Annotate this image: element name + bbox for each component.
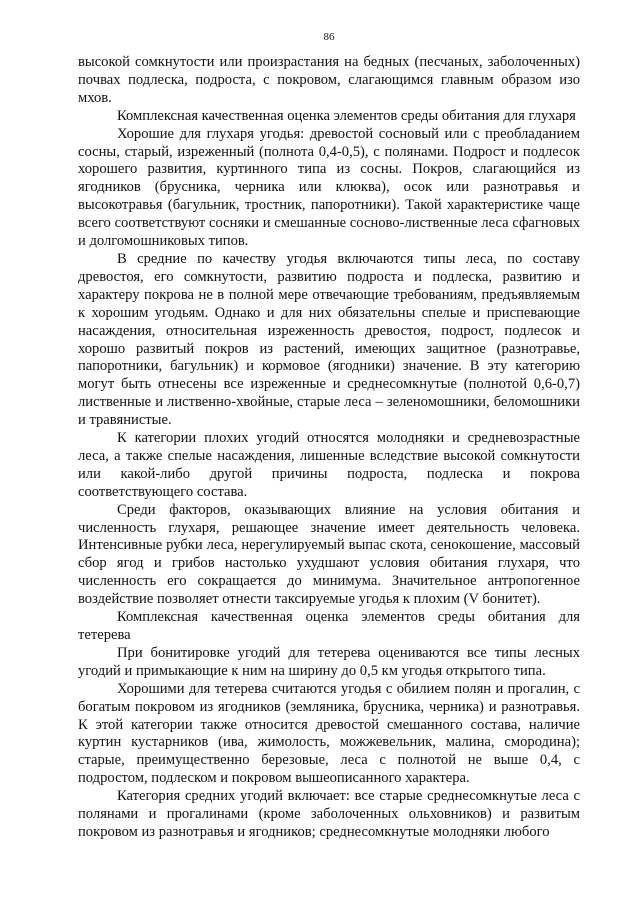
paragraph-good-habitat-black-grouse: Хорошими для тетерева считаются угодья с обилием полян и прогалин, с богатым покровом из ягодников (земляника, брусника, черника) и разнотравья. К этой категории также относится древостой смешанного состава, наличие куртин кустарников (ива, жимолость, можжевельник, малина, смородина); старые, преимущественно березовые, леса с полнотой не выше 0,4, с подростом, подлеском и покровом вышеописанного характера. (78, 680, 580, 787)
paragraph-poor-habitat-capercaillie: К категории плохих угодий относятся молодняки и средневозрастные леса, а также спелые насаждения, лишенные вследствие высокой сомкнутости или какой-либо другой причины подроста, подлеска и покрова соответствующего состава. (78, 430, 580, 500)
section-heading-black-grouse: Комплексная качественная оценка элементов среды обитания для тетерева (78, 609, 580, 643)
paragraph-good-habitat-capercaillie: Хорошие для глухаря угодья: древостой сосновый или с преобладанием сосны, старый, изреженный (полнота 0,4-0,5), с полянами. Подрост и подлесок хорошего развития, куртинного типа из сосны. Покров, слагающийся из ягодников (брусника, черника или клюква), осок или разнотравья и высокотравья (багульник, тростник, папоротники). Такой характеристике чаще всего соответствуют сосняки и смешанные сосново-лиственные леса сфагновых и долгомошниковых типов. (78, 125, 580, 250)
paragraph-medium-habitat-capercaillie: В средние по качеству угодья включаются типы леса, по составу древостоя, его сомкнутости, развитию подроста и подлеска, развитию и характеру покрова не в полной мере отвечающие требованиям, предъявляемым к хорошим угодьям. Однако и для них обязательны спелые и приспевающие насаждения, относительная изреженность древостоя, подрост, подлесок и хорошо развитый покров из растений, имеющих защитное (разнотравье, папоротники, багульник) и кормовое (ягодники) значение. В эту категорию могут быть отнесены все изреженные и среднесомкнутые (полнотой 0,6-0,7) лиственные и лиственно-хвойные, старые леса – зеленомошники, беломошники и травянистые. (78, 250, 580, 429)
paragraph-medium-habitat-black-grouse: Категория средних угодий включает: все старые среднесомкнутые леса с полянами и прогалинами (кроме заболоченных ольховников) и развитым покровом из разнотравья и ягодников; среднесомкнутые молодняки любого (78, 788, 580, 840)
paragraph-continuation: высокой сомкнутости или произрастания на бедных (песчаных, заболоченных) почвах подлеска, подроста, с покровом, слагающимся главным образом изо мхов. (78, 54, 580, 106)
section-heading-capercaillie: Комплексная качественная оценка элементов среды обитания для глухаря (117, 107, 576, 124)
paragraph-human-factors: Среди факторов, оказывающих влияние на условия обитания и численность глухаря, решающее значение имеет деятельность человека. Интенсивные рубки леса, нерегулируемый выпас скота, сенокошение, массовый сбор ягод и грибов настолько ухудшают условия обитания глухаря, что численность его сокращается до минимума. Значительное антропогенное воздействие позволяет отнести таксируемые угодья к плохим (V бонитет). (78, 501, 580, 608)
document-page (78, 30, 580, 842)
page-number: 86 (323, 31, 335, 43)
paragraph-grading-black-grouse: При бонитировке угодий для тетерева оцениваются все типы лесных угодий и примыкающие к ним на ширину до 0,5 км угодья открытого типа. (78, 644, 580, 679)
